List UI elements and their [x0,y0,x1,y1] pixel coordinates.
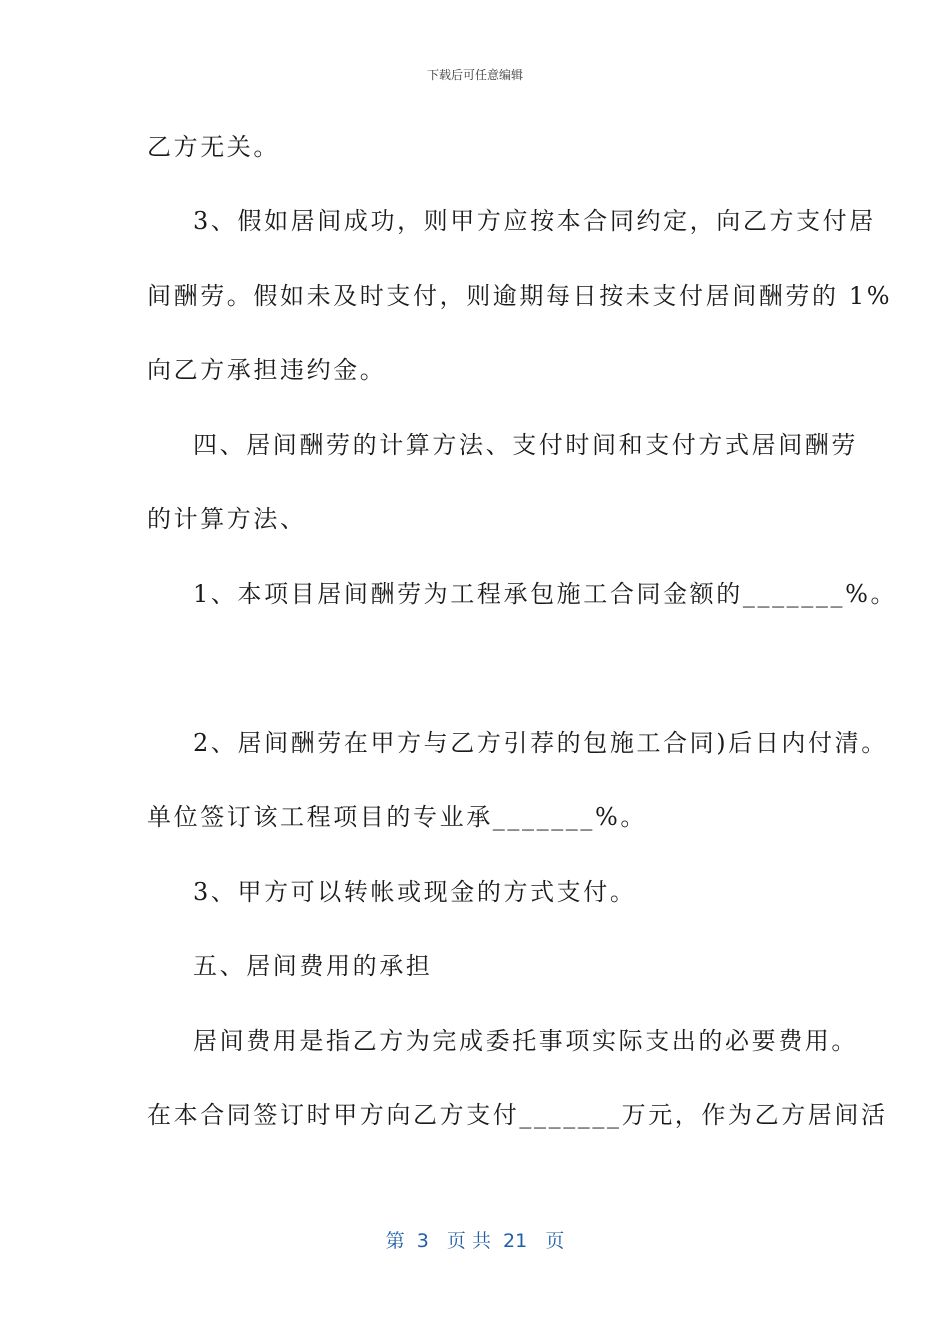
page-number-footer: 第 3 页 共 21 页 [385,1230,565,1252]
section-heading: 四、居间酬劳的计算方法、支付时间和支付方式居间酬劳 [193,431,858,459]
paragraph-line: 乙方无关。 [147,133,280,161]
paragraph-line: 2、居间酬劳在甲方与乙方引荐的包施工合同)后日内付清。 [193,729,888,757]
paragraph-line: 的计算方法、 [147,505,307,533]
paragraph-line: 在本合同签订时甲方向乙方支付_______万元，作为乙方居间活 [147,1101,888,1129]
paragraph-line: 向乙方承担违约金。 [147,356,387,384]
paragraph-line: 3、假如居间成功，则甲方应按本合同约定，向乙方支付居 [193,207,876,235]
page-header: 下载后可任意编辑 [426,68,523,82]
paragraph-line: 1、本项目居间酬劳为工程承包施工合同金额的_______%。 [193,580,898,608]
section-heading: 五、居间费用的承担 [193,952,433,980]
paragraph-line: 间酬劳。假如未及时支付，则逾期每日按未支付居间酬劳的 1% [147,282,893,310]
paragraph-line: 3、甲方可以转帐或现金的方式支付。 [193,878,637,906]
paragraph-line: 居间费用是指乙方为完成委托事项实际支出的必要费用。 [193,1027,858,1055]
paragraph-line: 单位签订该工程项目的专业承_______%。 [147,803,648,831]
